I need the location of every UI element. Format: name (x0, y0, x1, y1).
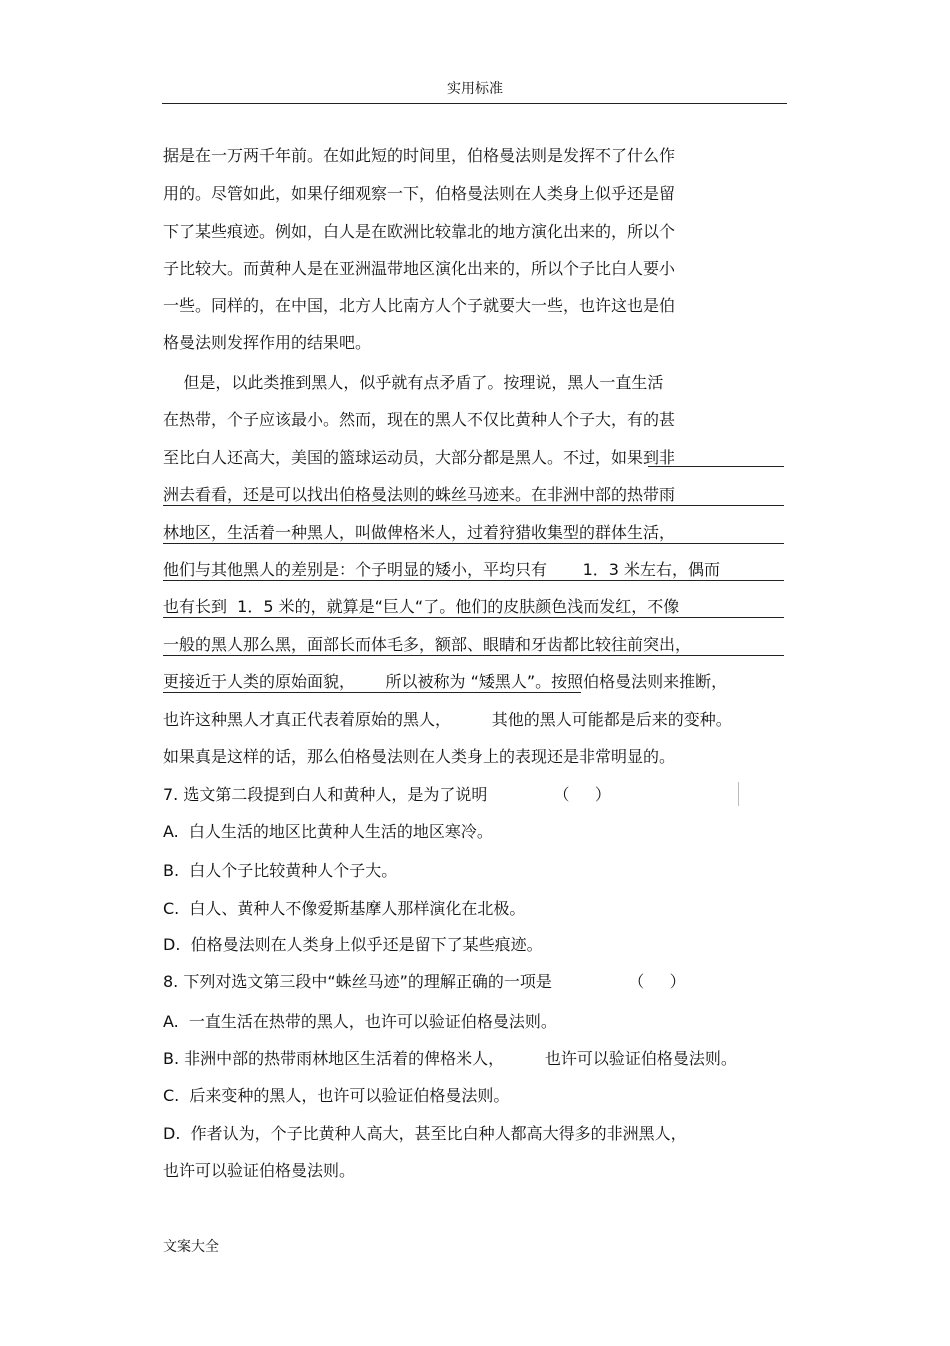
column-marker (738, 782, 739, 806)
question-8-option-d: D. 作者认为，个子比黄种人高大，甚至比白种人都高大得多的非洲黑人， (163, 1124, 687, 1143)
passage-p2-line-6: 他们与其他黑人的差别是：个子明显的矮小，平均只有 1．3 米左右，偶而 (163, 560, 721, 579)
passage-p2-line-5: 林地区，生活着一种黑人，叫做俾格米人，过着狩猎收集型的群体生活， (163, 523, 676, 542)
page-footer-text: 文案大全 (163, 1239, 219, 1255)
underline-mark (163, 543, 784, 544)
underline-mark (163, 505, 784, 506)
passage-p2-line-4: 洲去看看，还是可以找出伯格曼法则的蛛丝马迹来。在非洲中部的热带雨 (163, 485, 676, 504)
question-8-stem: 8. 下列对选文第三段中“蛛丝马迹”的理解正确的一项是 （ ） (163, 972, 686, 991)
passage-p2-line-9: 更接近于人类的原始面貌， 所以被称为 “矮黑人”。按照伯格曼法则来推断， (163, 672, 728, 691)
passage-p2-line-11: 如果真是这样的话，那么伯格曼法则在人类身上的表现还是非常明显的。 (163, 747, 676, 766)
underline-mark (163, 617, 784, 618)
passage-p2-line-8: 一般的黑人那么黑，面部长而体毛多，额部、眼睛和牙齿都比较往前突出， (163, 635, 692, 654)
question-7-option-c: C. 白人、黄种人不像爱斯基摩人那样演化在北极。 (163, 899, 526, 918)
underline-mark (648, 466, 784, 467)
question-8-option-d-cont: 也许可以验证伯格曼法则。 (163, 1161, 356, 1180)
passage-p1-line-2: 用的。尽管如此，如果仔细观察一下，伯格曼法则在人类身上似乎还是留 (163, 184, 676, 203)
underline-mark (163, 692, 581, 693)
question-7-option-b: B. 白人个子比较黄种人个子大。 (163, 861, 398, 880)
passage-p2-line-1: 但是，以此类推到黑人，似乎就有点矛盾了。按理说，黑人一直生活 (163, 373, 664, 392)
passage-p1-line-5: 一些。同样的，在中国，北方人比南方人个子就要大一些，也许这也是伯 (163, 296, 676, 315)
passage-p2-line-2: 在热带，个子应该最小。然而，现在的黑人不仅比黄种人个子大，有的甚 (163, 410, 676, 429)
passage-p2-line-10: 也许这种黑人才真正代表着原始的黑人， 其他的黑人可能都是后来的变种。 (163, 710, 732, 729)
passage-p1-line-6: 格曼法则发挥作用的结果吧。 (163, 333, 372, 352)
passage-p1-line-1: 据是在一万两千年前。在如此短的时间里，伯格曼法则是发挥不了什么作 (163, 146, 676, 165)
underline-mark (163, 655, 784, 656)
passage-p1-line-3: 下了某些痕迹。例如，白人是在欧洲比较靠北的地方演化出来的，所以个 (163, 222, 676, 241)
question-7-option-d: D. 伯格曼法则在人类身上似乎还是留下了某些痕迹。 (163, 935, 543, 954)
question-8-option-b: B. 非洲中部的热带雨林地区生活着的俾格米人， 也许可以验证伯格曼法则。 (163, 1049, 737, 1068)
header-divider (162, 103, 787, 104)
passage-p2-line-3: 至比白人还高大，美国的篮球运动员，大部分都是黑人。不过，如果到非 (163, 448, 676, 467)
question-8-option-a: A. 一直生活在热带的黑人，也许可以验证伯格曼法则。 (163, 1012, 557, 1031)
question-7-stem: 7. 选文第二段提到白人和黄种人，是为了说明 （ ） (163, 785, 611, 804)
page-header-title: 实用标准 (447, 81, 503, 97)
passage-p1-line-4: 子比较大。而黄种人是在亚洲温带地区演化出来的，所以个子比白人要小 (163, 259, 676, 278)
question-8-option-c: C. 后来变种的黑人，也许可以验证伯格曼法则。 (163, 1086, 510, 1105)
underline-mark (163, 580, 784, 581)
passage-p2-line-7: 也有长到 1．5 米的，就算是“巨人“了。他们的皮肤颜色浅而发红，不像 (163, 597, 680, 616)
question-7-option-a: A. 白人生活的地区比黄种人生活的地区寒冷。 (163, 822, 493, 841)
